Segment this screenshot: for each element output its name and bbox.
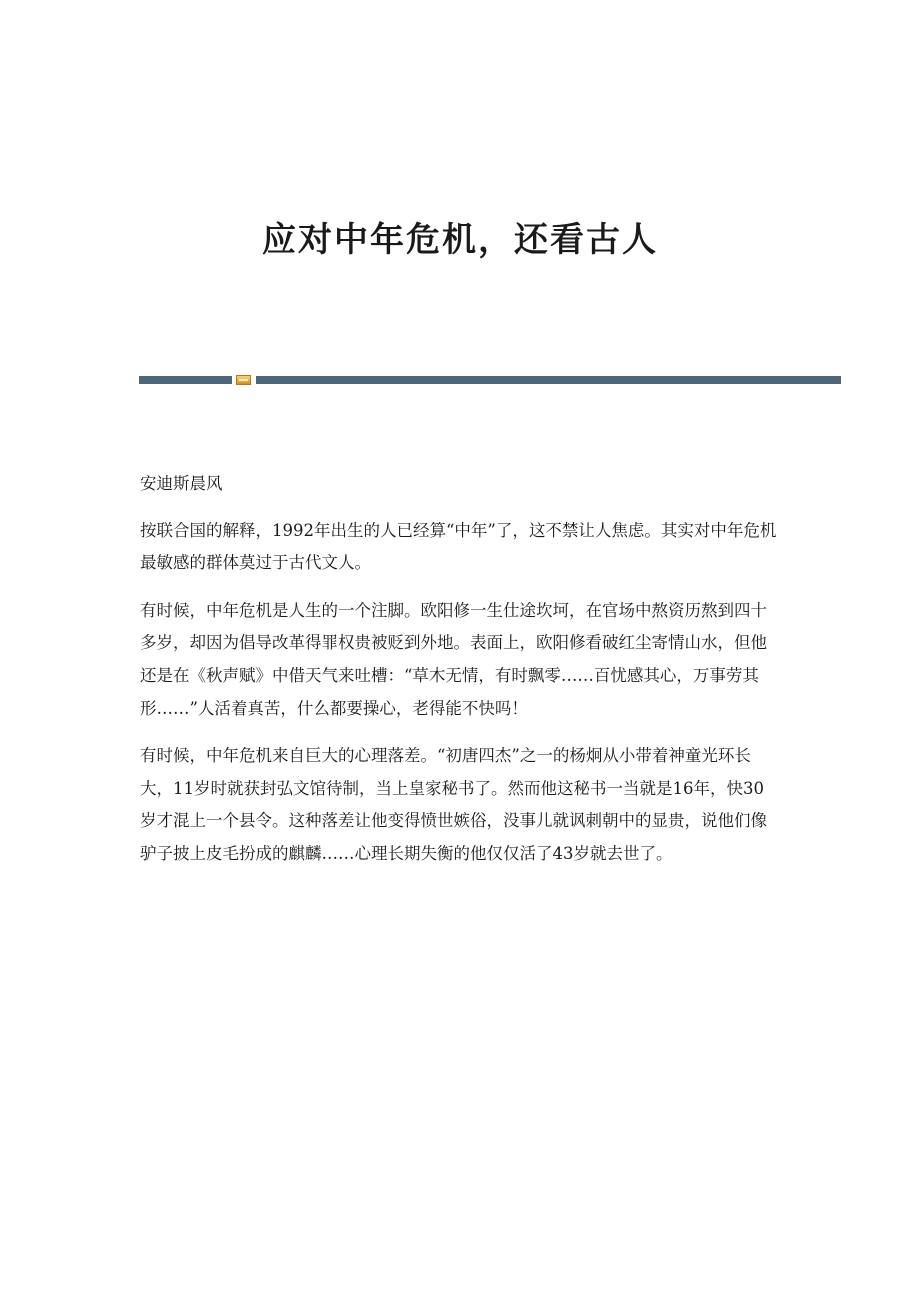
author-name: 安迪斯晨风	[140, 474, 223, 493]
divider-ornament-icon	[236, 375, 251, 385]
article-body	[140, 468, 780, 886]
divider-right-bar	[256, 376, 841, 384]
paragraph-2: 有时候，中年危机是人生的一个注脚。欧阳修一生仕途坎坷，在官场中熬资历熬到四十多岁，却因为倡导改革得罪权贵被贬到外地。表面上，欧阳修看破红尘寄情山水，但他还是在《秋声赋》中借天气来吐槽：“草木无情，有时飘零……百忧感其心，万事劳其形……”人活着真苦，什么都要操心，老得能不快吗！	[140, 600, 767, 718]
paragraph-1: 按联合国的解释，1992年出生的人已经算“中年”了，这不禁让人焦虑。其实对中年危机最敏感的群体莫过于古代文人。	[140, 520, 777, 573]
page-title: 应对中年危机，还看古人	[262, 220, 658, 260]
paragraph-3: 有时候，中年危机来自巨大的心理落差。“初唐四杰”之一的杨炯从小带着神童光环长大，11岁时就获封弘文馆待制，当上皇家秘书了。然而他这秘书一当就是16年，快30岁才混上一个县令。这种落差让他变得愤世嫉俗，没事儿就讽刺朝中的显贵，说他们像驴子披上皮毛扮成的麒麟……心理长期失衡的他仅仅活了43岁就去世了。	[140, 746, 767, 863]
title-divider	[139, 375, 841, 385]
divider-left-bar	[139, 376, 232, 384]
